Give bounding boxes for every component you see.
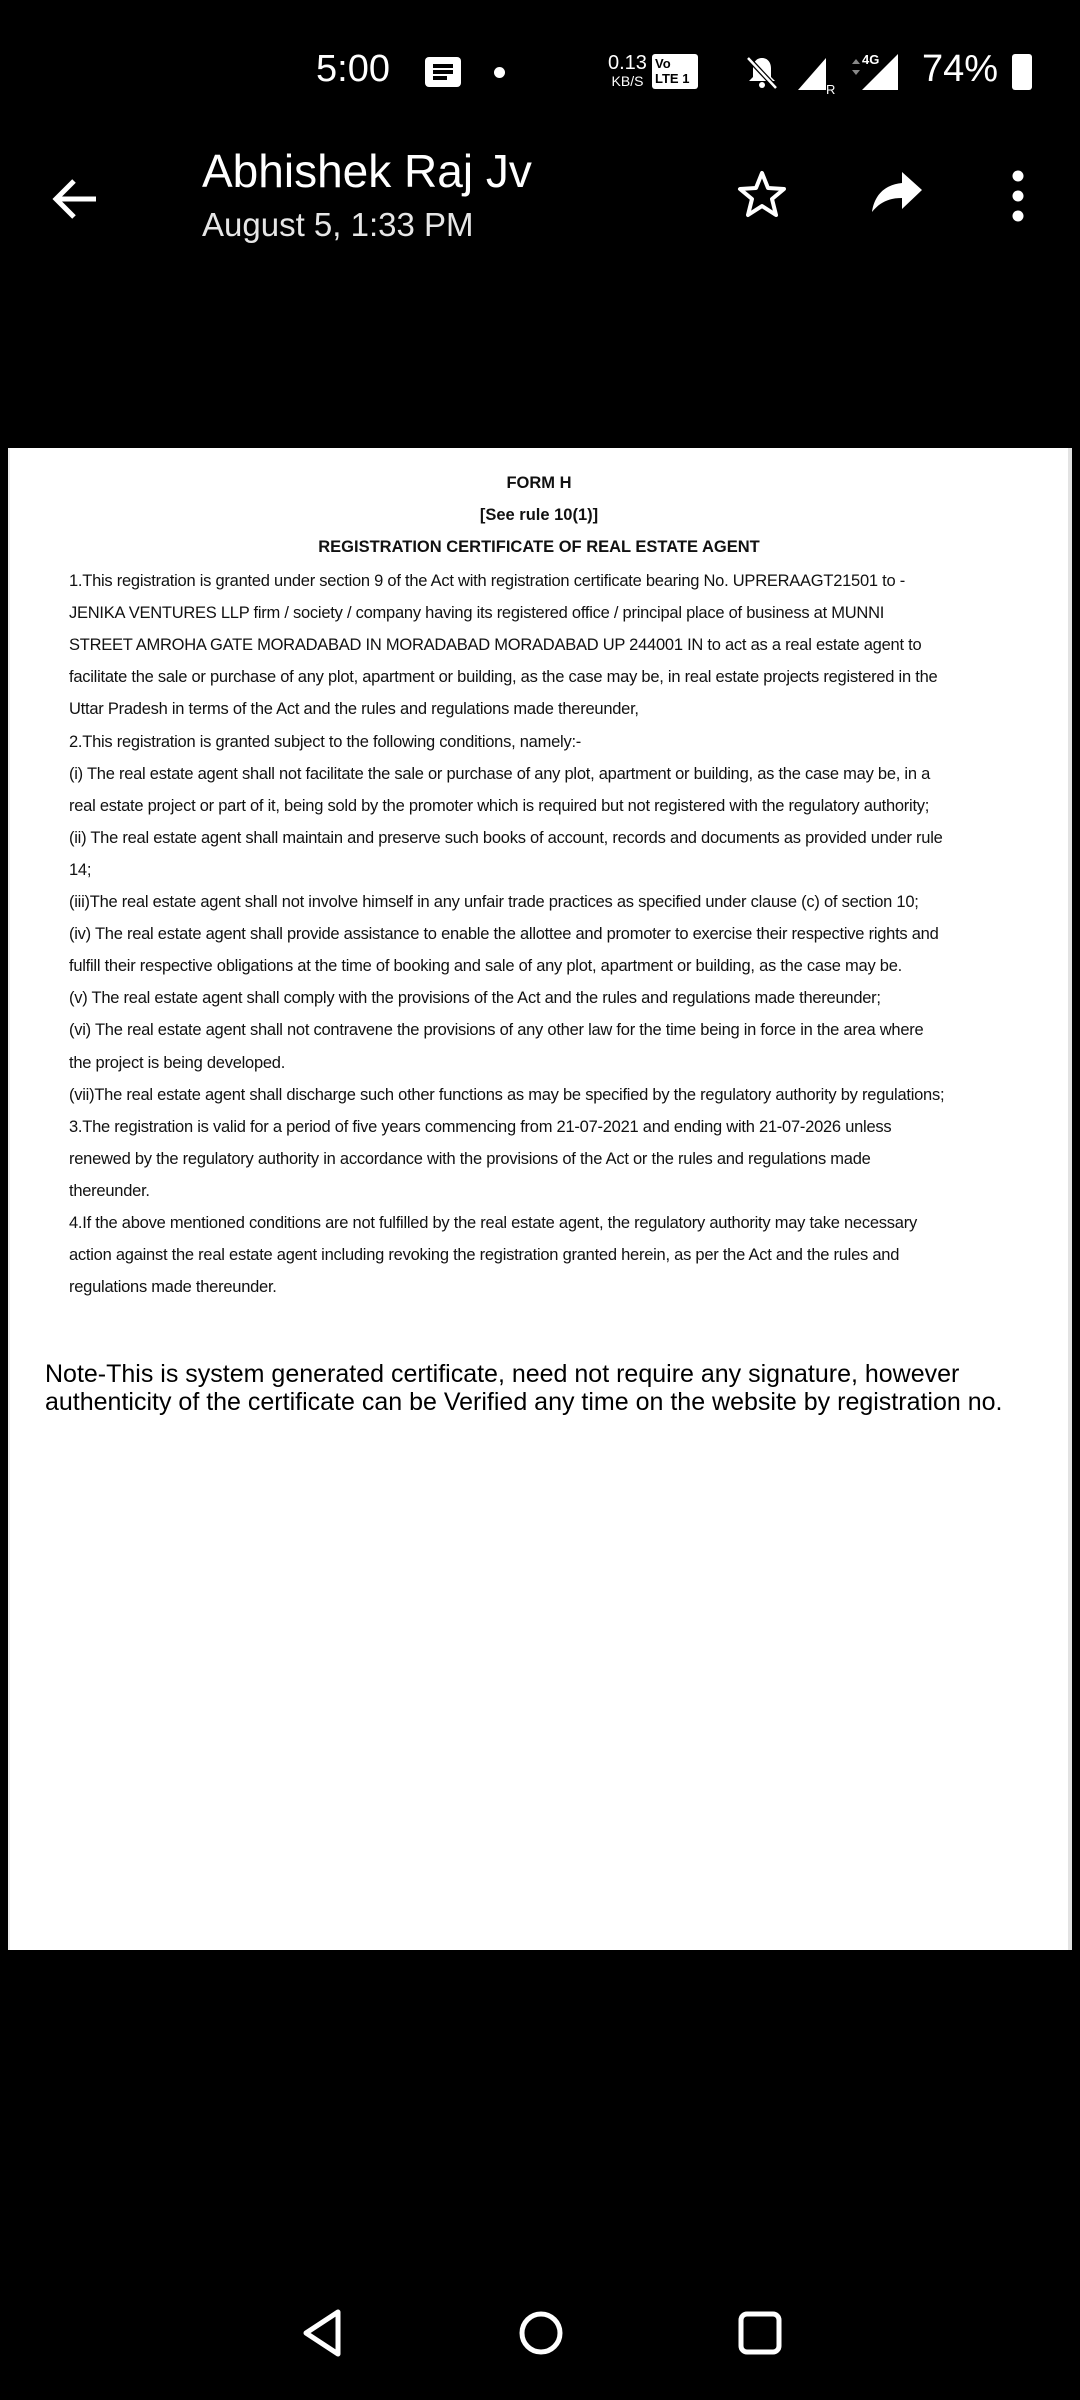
certificate-line: JENIKA VENTURES LLP firm / society / company having its registered office / principal place of business at MUNNI [69,604,885,623]
net-speed-unit: KB/S [611,73,644,89]
certificate-line: (v) The real estate agent shall comply with the provisions of the Act and the rules and regulations made thereunder; [69,989,881,1008]
certificate-line: (vi) The real estate agent shall not contravene the provisions of any other law for the time being in force in the area where [69,1021,924,1040]
certificate-line: (iv) The real estate agent shall provide assistance to enable the allottee and promoter to exercise their respective rights and [69,925,939,944]
volte-icon: Vo LTE 1 [652,54,698,89]
nav-back-icon [300,2308,344,2358]
battery-percent: 74% [922,48,999,90]
signal-4g-icon [848,50,902,92]
certificate-line: Uttar Pradesh in terms of the Act and the rules and regulations made thereunder, [69,700,639,719]
certificate-line: (ii) The real estate agent shall maintain and preserve such books of account, records and documents as provided under rule [69,828,943,847]
svg-text:4G: 4G [862,52,880,67]
nav-recents-icon [736,2308,784,2358]
more-options-icon[interactable] [1004,168,1032,224]
sender-name: Abhishek Raj Jv [202,145,532,197]
certificate-line: fulfill their respective obligations at the time of booking and sale of any plot, apartment or building, as the case may be. [69,957,902,976]
svg-text:R: R [826,82,836,94]
certificate-line: thereunder. [69,1181,150,1200]
nav-back-button[interactable] [300,2308,344,2363]
certificate-line: real estate project or part of it, being sold by the promoter which is required but not registered with the regulatory authority; [69,796,930,815]
form-title: FORM H [506,474,572,492]
certificate-note: Note-This is system generated certificate, need not require any signature, however authenticity of the certificate can be Verified any time on the website by registration no. [45,1360,1003,1416]
form-rule: [See rule 10(1)] [479,506,599,524]
message-notification-icon [425,57,461,87]
bell-muted-icon [742,54,782,90]
net-speed-value: 0.13 [608,52,647,74]
network-speed [608,54,647,90]
certificate-line: action against the real estate agent including revoking the registration granted herein, as per the Act and the rules and [69,1246,900,1265]
forward-icon[interactable] [868,168,924,220]
status-bar [0,40,1080,100]
navigation-bar [0,2300,1080,2370]
more-notifications-dot-icon [494,67,505,78]
certificate-document[interactable] [8,448,1072,1950]
back-arrow-icon[interactable] [50,174,100,224]
certificate-line: regulations made thereunder. [69,1278,277,1297]
certificate-line: (iii)The real estate agent shall not involve himself in any unfair trade practices as specified under clause (c) of section 10; [69,893,919,911]
form-heading: REGISTRATION CERTIFICATE OF REAL ESTATE AGENT [318,538,760,556]
nav-home-button[interactable] [516,2308,566,2363]
message-date: August 5, 1:33 PM [202,206,474,243]
certificate-line: STREET AMROHA GATE MORADABAD IN MORADABAD MORADABAD UP 244001 IN to act as a real estate agent to [69,636,922,655]
certificate-line: 14; [69,860,92,879]
certificate-line: renewed by the regulatory authority in accordance with the provisions of the Act or the rules and regulations made [69,1149,871,1168]
certificate-line: (i) The real estate agent shall not facilitate the sale or purchase of any plot, apartment or building, as the case may be, in a [69,764,931,783]
nav-recents-button[interactable] [736,2308,784,2363]
app-header [0,140,1080,260]
status-time: 5:00 [316,48,390,90]
certificate-line: 4.If the above mentioned conditions are not fulfilled by the real estate agent, the regulatory authority may take necessary [69,1214,917,1232]
certificate-line: 3.The registration is valid for a period of five years commencing from 21-07-2021 and ending with 21-07-2026 unless [69,1117,892,1136]
star-icon[interactable] [736,168,788,220]
signal-roaming-icon [796,52,838,94]
nav-home-icon [516,2308,566,2358]
battery-icon [1012,54,1032,90]
certificate-line: (vii)The real estate agent shall discharge such other functions as may be specified by the regulatory authority by regulations; [69,1085,945,1104]
certificate-line: the project is being developed. [69,1053,286,1072]
certificate-line: facilitate the sale or purchase of any plot, apartment or building, as the case may be, in real estate projects registered in the [69,668,938,687]
certificate-line: 1.This registration is granted under section 9 of the Act with registration certificate bearing No. UPRERAAGT21501 to - [69,572,906,590]
certificate-line: 2.This registration is granted subject to the following conditions, namely:- [69,732,582,751]
